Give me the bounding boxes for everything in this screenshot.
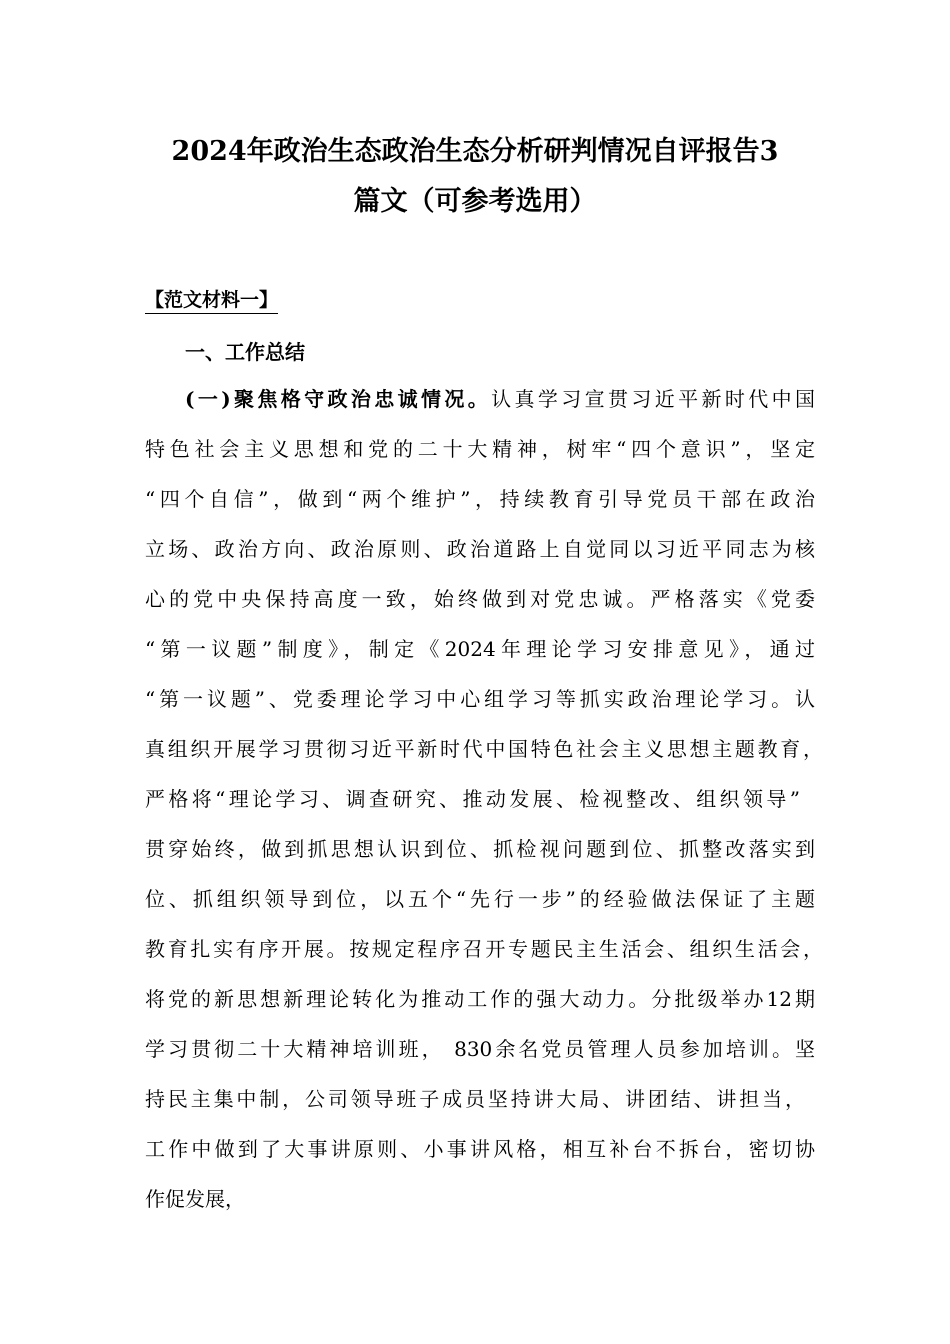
paragraph-line: 真组织开展学习贯彻习近平新时代中国特色社会主义思想主题教育，	[145, 737, 823, 761]
paragraph-line: 工作中做到了大事讲原则、小事讲风格，相互补台不拆台，密切协	[145, 1137, 815, 1161]
paragraph-line: 学习贯彻二十大精神培训班， 830余名党员管理人员参加培训。坚	[145, 1037, 815, 1061]
paragraph-line: 贯穿始终，做到抓思想认识到位、抓检视问题到位、抓整改落实到	[145, 837, 815, 861]
paragraph-line: 将党的新思想新理论转化为推动工作的强大动力。分批级举办12期	[145, 987, 815, 1011]
paragraph-line: 心的党中央保持高度一致，始终做到对党忠诚。严格落实《党委	[145, 587, 815, 611]
section-label-text: 【范文材料一】	[145, 289, 279, 311]
paragraph-line: 持民主集中制，公司领导班子成员坚持讲大局、讲团结、讲担当，	[145, 1087, 805, 1111]
paragraph-text: 认真学习宣贯习近平新时代中国	[491, 387, 816, 411]
paragraph-lead: (一)聚焦格守政治忠诚情况。	[185, 387, 492, 411]
section-label-underline	[145, 313, 278, 314]
paragraph-line: 教育扎实有序开展。按规定程序召开专题民主生活会、组织生活会，	[145, 937, 823, 961]
paragraph-line: 位、抓组织领导到位，以五个“先行一步”的经验做法保证了主题	[145, 887, 815, 911]
paragraph-line: 特色社会主义思想和党的二十大精神，树牢“四个意识”，坚定	[145, 437, 815, 461]
paragraph-line	[185, 384, 815, 414]
document-title-line-1: 2024年政治生态政治生态分析研判情况自评报告3	[171, 136, 779, 167]
paragraph-line: 作促发展，	[145, 1187, 245, 1211]
section-label	[145, 286, 278, 314]
heading-work-summary: 一、工作总结	[185, 340, 305, 364]
paragraph-line: “第一议题”制度》，制定《2024年理论学习安排意见》，通过	[145, 637, 815, 661]
paragraph-line: 严格将“理论学习、调查研究、推动发展、检视整改、组织领导”	[145, 787, 800, 811]
paragraph-line: “四个自信”，做到“两个维护”，持续教育引导党员干部在政治	[145, 487, 815, 511]
paragraph-line: 立场、政治方向、政治原则、政治道路上自觉同以习近平同志为核	[145, 537, 815, 561]
paragraph-line: “第一议题”、党委理论学习中心组学习等抓实政治理论学习。认	[145, 687, 815, 711]
document-title-line-2: 篇文（可参考选用）	[353, 186, 597, 217]
